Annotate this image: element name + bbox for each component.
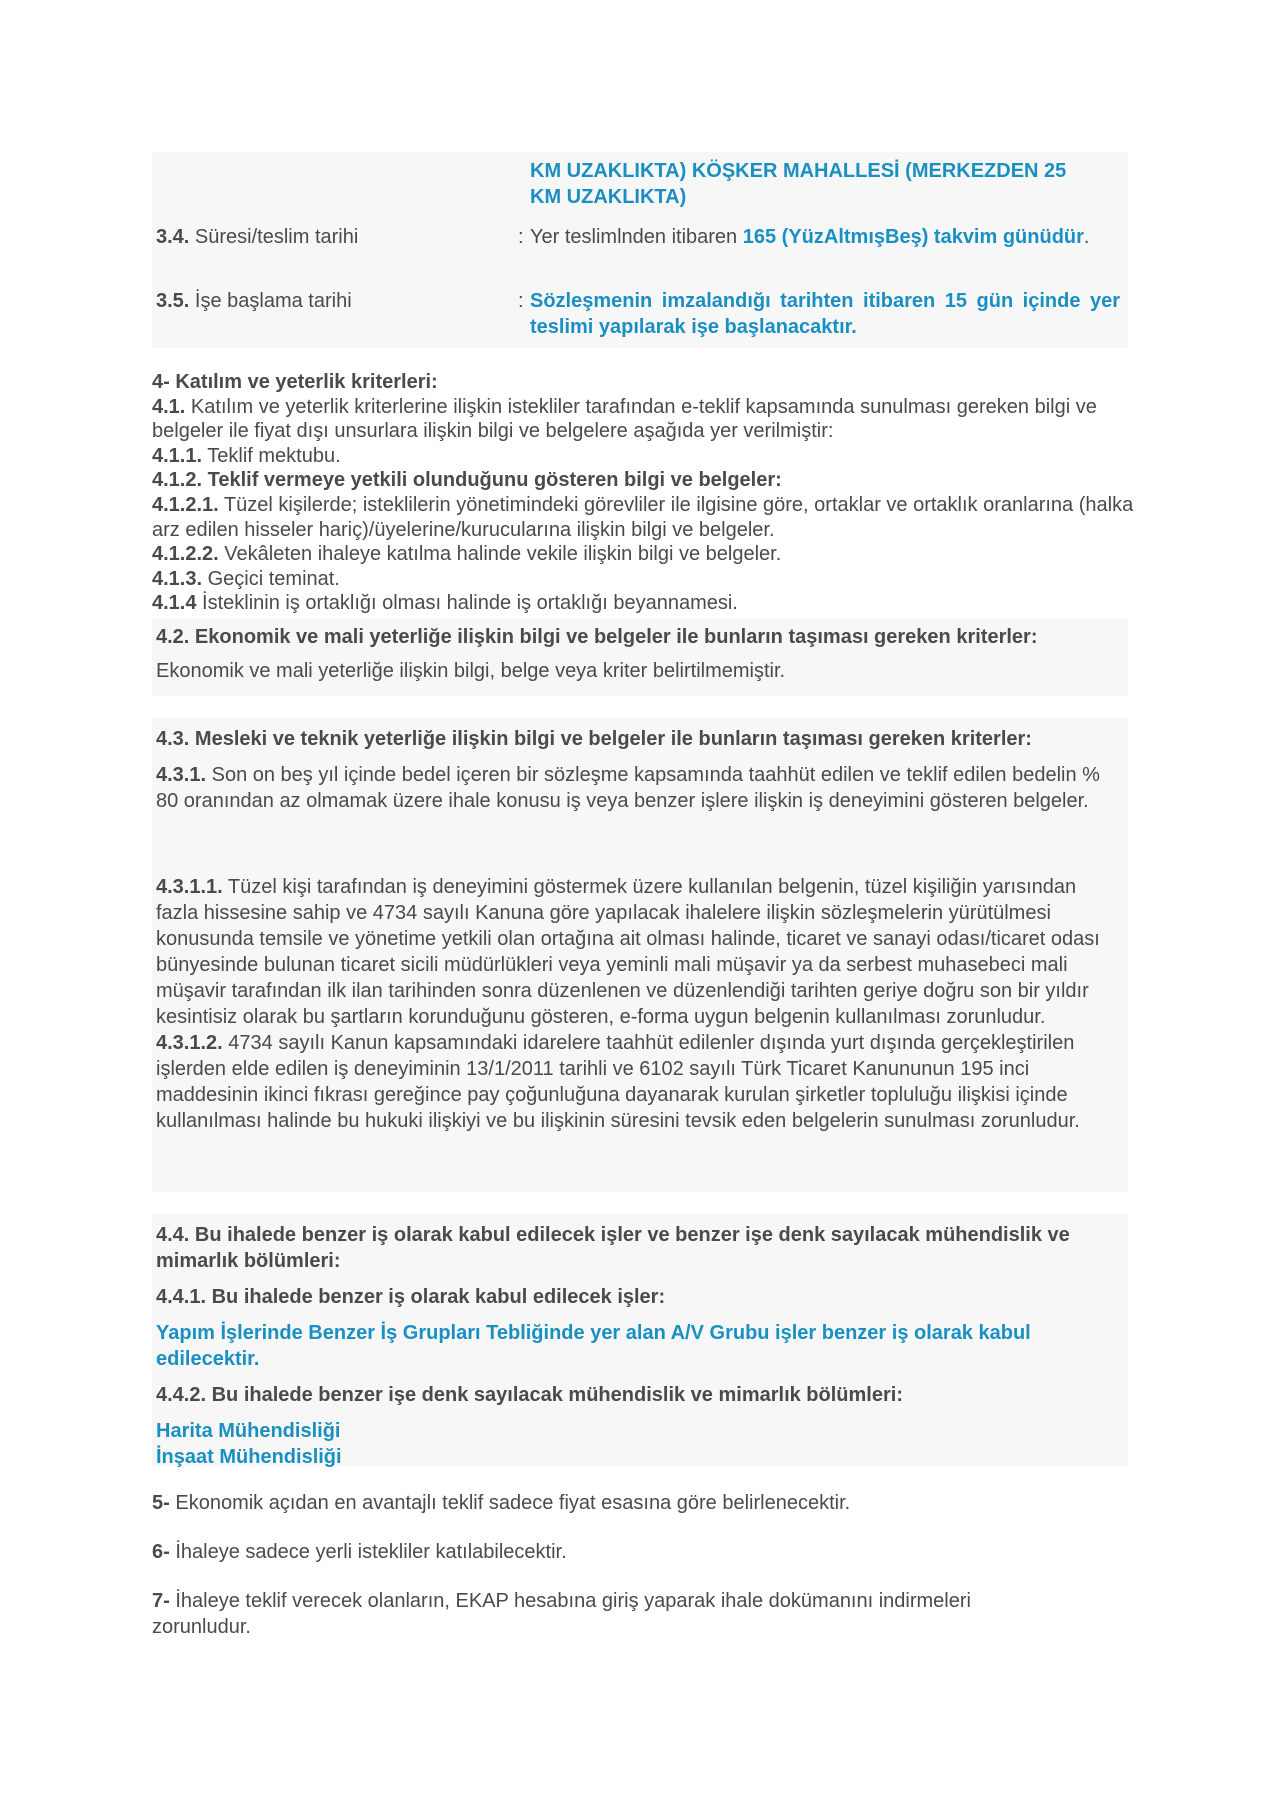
similar-work-value: Yapım İşlerinde Benzer İş Grupları Tebliğinde yer alan A/V Grubu işler benzer iş olarak kabul edilecektir. <box>156 1322 1031 1370</box>
section-6: 6- İhaleye sadece yerli istekliler katılabilecektir. <box>152 1541 567 1563</box>
section-4-3 <box>152 718 1128 1192</box>
section-4-2 <box>152 618 1128 696</box>
section-4-4-heading: 4.4. Bu ihalede benzer iş olarak kabul edilecek işler ve benzer işe denk sayılacak mühendislik ve mimarlık bölümleri: <box>156 1224 1070 1272</box>
department-insaat: İnşaat Mühendisliği <box>156 1446 342 1468</box>
clause-4-3-1-1: 4.3.1.1. Tüzel kişi tarafından iş deneyimini göstermek üzere kullanılan belgenin, tüzel kişiliğin yarısından fazla hissesine sahip ve 4734 sayılı Kanuna göre yapılacak ihalelere ilişkin sözleşmelerin yürütülmesi konusunda temsile ve yönetime yetkili olan ortağına ait olması halinde, ticaret ve sanayi odası/ticaret odası bünyesinde bulunan ticaret sicili müdürlükleri veya yeminli mali müşavir ya da serbest muhasebeci mali müşavir tarafından ilk ilan tarihinden sonra düzenlenen ve düzenlendiği tarihten geriye doğru son bir yıldır kesintisiz olarak bu şartların korunduğunu gösteren, e-forma uygun belgenin kullanılması zorunludur. <box>156 876 1100 1028</box>
section-4-2-text: Ekonomik ve mali yeterliğe ilişkin bilgi, belge veya kriter belirtilmemiştir. <box>156 660 786 682</box>
duration-label: 3.4. Süresi/teslim tarihi <box>156 226 359 248</box>
clause-4-1-2-2: 4.1.2.2. Vekâleten ihaleye katılma halinde vekile ilişkin bilgi ve belgeler. <box>152 543 782 566</box>
section-4-2-heading: 4.2. Ekonomik ve mali yeterliğe ilişkin bilgi ve belgeler ile bunların taşıması gereken kriterler: <box>156 626 1038 648</box>
section-4-3-heading: 4.3. Mesleki ve teknik yeterliğe ilişkin bilgi ve belgeler ile bunların taşıması gereken kriterler: <box>156 728 1032 750</box>
clause-4-4-1: 4.4.1. Bu ihalede benzer iş olarak kabul edilecek işler: <box>156 1286 666 1308</box>
section-4-criteria <box>152 370 1142 616</box>
clause-4-1-4: 4.1.4 İsteklinin iş ortaklığı olması halinde iş ortaklığı beyannamesi. <box>152 592 738 615</box>
section-7: 7- İhaleye teklif verecek olanların, EKAP hesabına giriş yaparak ihale dokümanını indirmeleri zorunludur. <box>152 1590 971 1638</box>
clause-4-1-3: 4.1.3. Geçici teminat. <box>152 567 340 590</box>
clause-4-3-1: 4.3.1. Son on beş yıl içinde bedel içeren bir sözleşme kapsamında taahhüt edilen ve teklif edilen bedelin % 80 oranından az olmamak üzere ihale konusu iş veya benzer işlere ilişkin iş deneyimini gösteren belgeler. <box>156 764 1100 812</box>
section-5: 5- Ekonomik açıdan en avantajlı teklif sadece fiyat esasına göre belirlenecektir. <box>152 1492 851 1514</box>
clause-4-1: 4.1. Katılım ve yeterlik kriterlerine ilişkin istekliler tarafından e-teklif kapsamında sunulması gereken bilgi ve belgeler ile fiyat dışı unsurlara ilişkin bilgi ve belgelere aşağıda yer verilmiştir: <box>152 395 1097 443</box>
tender-details-table: KM UZAKLIKTA) KÖŞKER MAHALLESİ (MERKEZDEN 25 KM UZAKLIKTA) 3.4. Süresi/teslim tarihi : Yer teslimlnden itibaren 165 (YüzAltmışBeş) takvim günüdür. 3.5. İşe başlama tarihi : Sözleşmenin imzalandığı tarihten itibaren 15 gün içinde yer teslimi yapılarak işe başlanacaktır. <box>152 152 1128 348</box>
start-date-label: 3.5. İşe başlama tarihi <box>156 290 352 312</box>
clause-4-1-2: 4.1.2. Teklif vermeye yetkili olunduğunu gösteren bilgi ve belgeler: <box>152 469 782 492</box>
clause-4-1-1: 4.1.1. Teklif mektubu. <box>152 444 341 467</box>
section-4-4 <box>152 1214 1128 1466</box>
department-harita: Harita Mühendisliği <box>156 1420 341 1442</box>
start-date-value: Sözleşmenin imzalandığı tarihten itibaren 15 gün içinde yer teslimi yapılarak işe başlanacaktır. <box>530 290 1120 338</box>
clause-4-3-1-2: 4.3.1.2. 4734 sayılı Kanun kapsamındaki idarelere taahhüt edilenler dışında yurt dışında gerçekleştirilen işlerden elde edilen iş deneyiminin 13/1/2011 tarihli ve 6102 sayılı Türk Ticaret Kanununun 195 inci maddesinin ikinci fıkrası gereğince pay çoğunluğuna dayanarak kurulan şirketler topluluğu ilişkisi içinde kullanılması halinde bu hukuki ilişkiyi ve bu ilişkinin süresini tevsik eden belgelerin sunulması zorunludur. <box>156 1032 1080 1132</box>
clause-4-1-2-1: 4.1.2.1. Tüzel kişilerde; isteklilerin yönetimindeki görevliler ile ilgisine göre, ortaklar ve ortaklık oranlarına (halka arz edilen hisseler hariç)/üyelerine/kurucularına ilişkin bilgi ve belgeler. <box>152 493 1134 541</box>
location-value: KM UZAKLIKTA) KÖŞKER MAHALLESİ (MERKEZDEN 25 KM UZAKLIKTA) <box>530 160 1067 208</box>
section-4-heading: 4- Katılım ve yeterlik kriterleri: <box>152 371 438 393</box>
clause-4-4-2: 4.4.2. Bu ihalede benzer işe denk sayılacak mühendislik ve mimarlık bölümleri: <box>156 1384 903 1406</box>
duration-value: Yer teslimlnden itibaren 165 (YüzAltmışBeş) takvim günüdür. <box>530 226 1090 248</box>
